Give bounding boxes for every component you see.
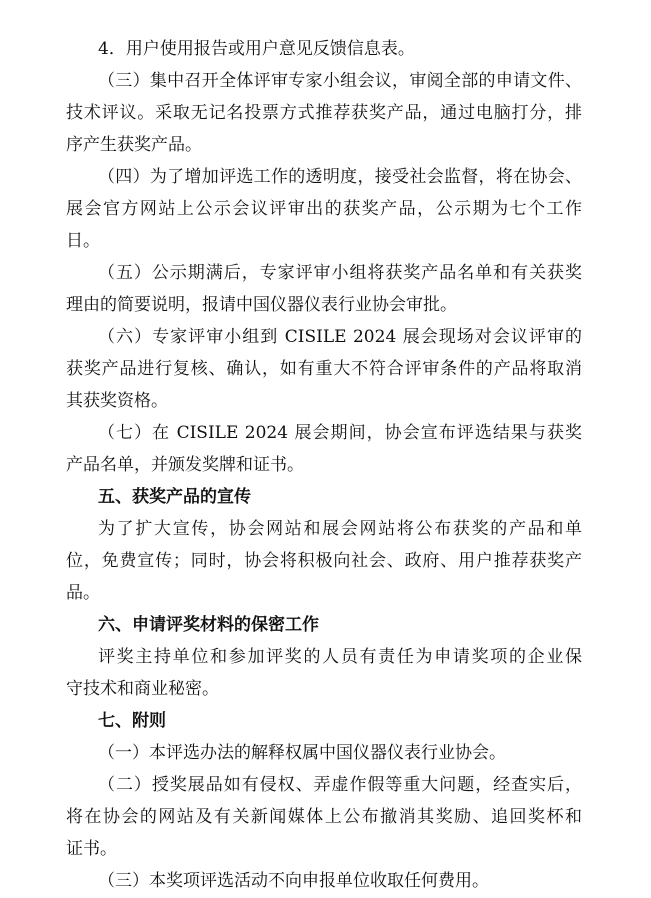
section-heading-promotion: 五、获奖产品的宣传 <box>98 487 251 507</box>
paragraph-line: 品。 <box>66 583 100 603</box>
paragraph-line: 产品名单，并颁发奖牌和证书。 <box>66 455 304 475</box>
paragraph-line: 证书。 <box>66 839 117 859</box>
paragraph-line: 理由的简要说明，报请中国仪器仪表行业协会审批。 <box>66 295 457 315</box>
paragraph-line: 日。 <box>66 231 100 251</box>
paragraph-line: 展会官方网站上公示会议评审出的获奖产品，公示期为七个工作 <box>66 199 582 219</box>
paragraph-line: 序产生获奖产品。 <box>66 135 202 155</box>
paragraph-line: 其获奖资格。 <box>66 391 168 411</box>
paragraph-line: 评奖主持单位和参加评奖的人员有责任为申请奖项的企业保 <box>98 647 582 667</box>
paragraph-line: 将在协会的网站及有关新闻媒体上公布撤消其奖励、追回奖杯和 <box>66 807 582 827</box>
paragraph-line: （五）公示期满后，专家评审小组将获奖产品名单和有关获奖 <box>98 263 582 283</box>
paragraph-line: 守技术和商业秘密。 <box>66 679 219 699</box>
paragraph-line: （六）专家评审小组到 CISILE 2024 展会现场对会议评审的 <box>98 327 582 347</box>
paragraph-line: （二）授奖展品如有侵权、弄虚作假等重大问题，经查实后， <box>98 775 582 795</box>
list-item-user-report: 4．用户使用报告或用户意见反馈信息表。 <box>98 39 415 59</box>
section-heading-confidentiality: 六、申请评奖材料的保密工作 <box>98 615 319 635</box>
paragraph-line: 为了扩大宣传，协会网站和展会网站将公布获奖的产品和单 <box>98 519 582 539</box>
paragraph-line: （一）本评选办法的解释权属中国仪器仪表行业协会。 <box>98 743 506 763</box>
section-heading-appendix: 七、附则 <box>98 711 166 731</box>
paragraph-line: 位，免费宣传；同时，协会将积极向社会、政府、用户推荐获奖产 <box>66 551 582 571</box>
paragraph-line: 技术评议。采取无记名投票方式推荐获奖产品，通过电脑打分，排 <box>66 103 582 123</box>
paragraph-line-final: （三）本奖项评选活动不向申报单位收取任何费用。 <box>98 871 489 891</box>
paragraph-line: 获奖产品进行复核、确认，如有重大不符合评审条件的产品将取消 <box>66 359 582 379</box>
paragraph-line: （四）为了增加评选工作的透明度，接受社会监督，将在协会、 <box>98 167 582 187</box>
paragraph-line: （三）集中召开全体评审专家小组会议，审阅全部的申请文件、 <box>98 71 582 91</box>
paragraph-line: （七）在 CISILE 2024 展会期间，协会宣布评选结果与获奖 <box>98 423 582 443</box>
